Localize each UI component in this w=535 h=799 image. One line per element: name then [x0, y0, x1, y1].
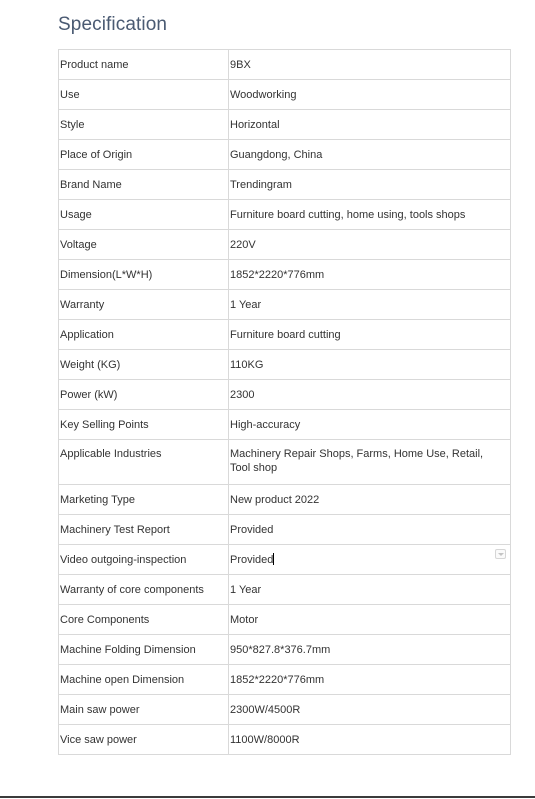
chevron-down-icon[interactable]: [495, 549, 506, 559]
spec-value: 1852*2220*776mm: [229, 665, 511, 695]
spec-value: Provided: [229, 515, 511, 545]
table-row: [59, 410, 511, 440]
spec-label: Machinery Test Report: [59, 515, 229, 545]
spec-label: Core Components: [59, 605, 229, 635]
spec-label: Applicable Industries: [59, 440, 229, 485]
table-row: [59, 320, 511, 350]
spec-label: Vice saw power: [59, 725, 229, 755]
table-row: [59, 725, 511, 755]
table-row: [59, 290, 511, 320]
table-row: [59, 260, 511, 290]
spec-label: Key Selling Points: [59, 410, 229, 440]
table-row: [59, 170, 511, 200]
spec-value: 950*827.8*376.7mm: [229, 635, 511, 665]
spec-label: Voltage: [59, 230, 229, 260]
table-row: [59, 485, 511, 515]
spec-label: Place of Origin: [59, 140, 229, 170]
table-row: [59, 380, 511, 410]
spec-value: Guangdong, China: [229, 140, 511, 170]
spec-value: 1 Year: [229, 575, 511, 605]
spec-value: 1100W/8000R: [229, 725, 511, 755]
spec-label: Machine Folding Dimension: [59, 635, 229, 665]
table-row: [59, 515, 511, 545]
spec-value: 220V: [229, 230, 511, 260]
spec-value: Woodworking: [229, 80, 511, 110]
table-row: [59, 80, 511, 110]
spec-label: Video outgoing-inspection: [59, 545, 229, 575]
spec-value: Furniture board cutting, home using, tools shops: [229, 200, 511, 230]
table-row: [59, 695, 511, 725]
spec-value: 2300: [229, 380, 511, 410]
spec-value: 1852*2220*776mm: [229, 260, 511, 290]
spec-value: Furniture board cutting: [229, 320, 511, 350]
spec-label: Marketing Type: [59, 485, 229, 515]
text-cursor: [273, 553, 274, 565]
spec-label: Power (kW): [59, 380, 229, 410]
spec-value: 1 Year: [229, 290, 511, 320]
spec-value: New product 2022: [229, 485, 511, 515]
bottom-divider: [0, 796, 535, 798]
spec-label: Brand Name: [59, 170, 229, 200]
spec-label: Warranty of core components: [59, 575, 229, 605]
spec-value: 2300W/4500R: [229, 695, 511, 725]
spec-value: Horizontal: [229, 110, 511, 140]
table-row: [59, 50, 511, 80]
table-row: [59, 635, 511, 665]
table-row: [59, 440, 511, 485]
page-title: Specification: [58, 14, 168, 35]
table-row: [59, 665, 511, 695]
spec-label: Warranty: [59, 290, 229, 320]
spec-label: Application: [59, 320, 229, 350]
spec-value-editable[interactable]: [229, 545, 511, 575]
table-row: [59, 605, 511, 635]
table-row: [59, 110, 511, 140]
spec-value: 9BX: [229, 50, 511, 80]
spec-label: Style: [59, 110, 229, 140]
table-row: [59, 140, 511, 170]
spec-label: Weight (KG): [59, 350, 229, 380]
spec-value: Trendingram: [229, 170, 511, 200]
spec-value: Motor: [229, 605, 511, 635]
table-row: [59, 545, 511, 575]
spec-label: Product name: [59, 50, 229, 80]
table-row: [59, 200, 511, 230]
spec-value-text: Provided: [230, 553, 274, 566]
table-row: [59, 230, 511, 260]
table-row: [59, 575, 511, 605]
spec-label: Machine open Dimension: [59, 665, 229, 695]
table-row: [59, 350, 511, 380]
specification-table: [58, 49, 511, 755]
spec-label: Use: [59, 80, 229, 110]
spec-label: Dimension(L*W*H): [59, 260, 229, 290]
spec-label: Usage: [59, 200, 229, 230]
spec-value: Machinery Repair Shops, Farms, Home Use, Retail, Tool shop: [229, 440, 511, 485]
spec-value: High-accuracy: [229, 410, 511, 440]
spec-value: 110KG: [229, 350, 511, 380]
spec-label: Main saw power: [59, 695, 229, 725]
